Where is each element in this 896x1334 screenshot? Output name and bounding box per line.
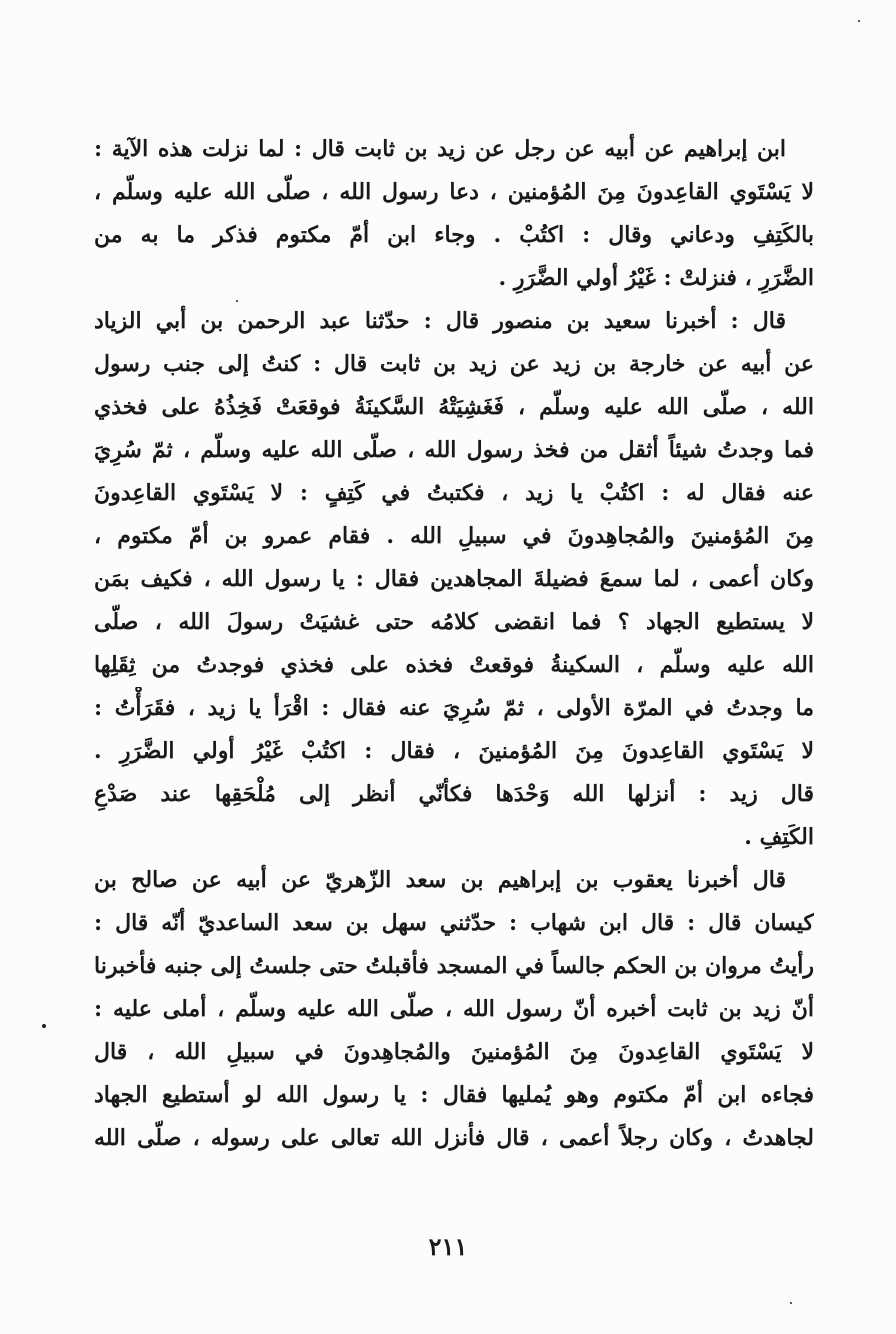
text-line: كيسان قال : قال ابن شهاب : حدّثني سهل بن سعد الساعديّ أنّه قال : (94, 910, 814, 936)
text-line: لا يَسْتَوي القاعِدونَ مِنَ المُؤمنين ، دعا رسول الله ، صلّى الله عليه وسلّم ، (94, 179, 814, 205)
text-line: لا يَسْتَوي القاعِدونَ مِنَ المُؤمنينَ ، فقال : اكتُبْ غَيْرُ أولي الضَّرَرِ . (94, 738, 814, 764)
text-line: الله عليه وسلّم ، السكينةُ فوقعتْ فخذه على فخذي فوجدتُ من ثِقَلِها (94, 652, 814, 678)
scan-speck (236, 300, 238, 302)
text-line: مِنَ المُؤمنينَ والمُجاهِدونَ في سبيلِ الله . فقام عمرو بن أمّ مكتوم ، (94, 523, 814, 549)
text-line: بالكَتِفِ ودعاني وقال : اكتُبْ . وجاء ابن أمّ مكتوم فذكر ما به من (94, 222, 814, 248)
text-line: لجاهدتُ ، وكان رجلاً أعمى ، قال فأنزل الله تعالى على رسوله ، صلّى الله (94, 1125, 814, 1151)
scan-speck (790, 1302, 792, 1304)
text-line: لا يَسْتَوي القاعِدونَ مِنَ المُؤمنينَ والمُجاهِدونَ في سبيلِ الله ، قال (94, 1039, 814, 1065)
text-line: فجاءه ابن أمّ مكتوم وهو يُمليها فقال : يا رسول الله لو أستطيع الجهاد (94, 1082, 814, 1108)
text-line: عنه فقال له : اكتُبْ يا زيد ، فكتبتُ في كَتِفٍ : لا يَسْتَوي القاعِدونَ (94, 480, 814, 506)
text-line: الضَّرَرِ ، فنزلتْ : غَيْرُ أولي الضَّرَرِ . (498, 265, 814, 291)
text-line: فما وجدتُ شيئاً أثقل من فخذ رسول الله ، صلّى الله عليه وسلّم ، ثمّ سُرِيَ (94, 437, 814, 463)
text-line: ما وجدتُ في المرّة الأولى ، ثمّ سُرِيَ عنه فقال : اقْرَأ يا زيد ، فقَرَأْتُ : (94, 695, 814, 721)
text-line: لا يستطيع الجهاد ؟ فما انقضى كلامُه حتى غشيَتْ رسولَ الله ، صلّى (94, 609, 814, 635)
scan-speck (42, 1024, 46, 1028)
text-line: أنّ زيد بن ثابت أخبره أنّ رسول الله ، صلّى الله عليه وسلّم ، أملى عليه : (94, 996, 814, 1022)
page-number: ٢١١ (428, 1232, 468, 1261)
text-line: الكَتِفِ . (744, 824, 814, 850)
page-text (94, 128, 814, 1160)
text-line: الله ، صلّى الله عليه وسلّم ، فَغَشِيَتْهُ السَّكينَةُ فوقعَتْ فَخِذُهُ على فخذي (94, 394, 814, 420)
paragraph-1 (94, 128, 814, 300)
text-line: قال أخبرنا يعقوب بن إبراهيم بن سعد الزّهريّ عن أبيه عن صالح بن (94, 867, 786, 893)
paragraph-2 (94, 300, 814, 859)
text-line: قال زيد : أنزلها الله وَحْدَها فكأنّي أنظر إلى مُلْحَقِها عند صَدْعِ (94, 781, 814, 807)
text-line: وكان أعمى ، لما سمعَ فضيلةَ المجاهدين فقال : يا رسول الله ، فكيف بمَن (94, 566, 814, 592)
text-line: ابن إبراهيم عن أبيه عن رجل عن زيد بن ثابت قال : لما نزلت هذه الآية : (94, 136, 786, 162)
scan-speck (858, 20, 860, 22)
paragraph-3 (94, 859, 814, 1160)
text-line: قال : أخبرنا سعيد بن منصور قال : حدّثنا عبد الرحمن بن أبي الزياد (94, 308, 786, 334)
text-line: عن أبيه عن خارجة بن زيد عن زيد بن ثابت قال : كنتُ إلى جنب رسول (94, 351, 814, 377)
text-line: رأيتُ مروان بن الحكم جالساً في المسجد فأقبلتُ حتى جلستُ إلى جنبه فأخبرنا (94, 953, 814, 979)
